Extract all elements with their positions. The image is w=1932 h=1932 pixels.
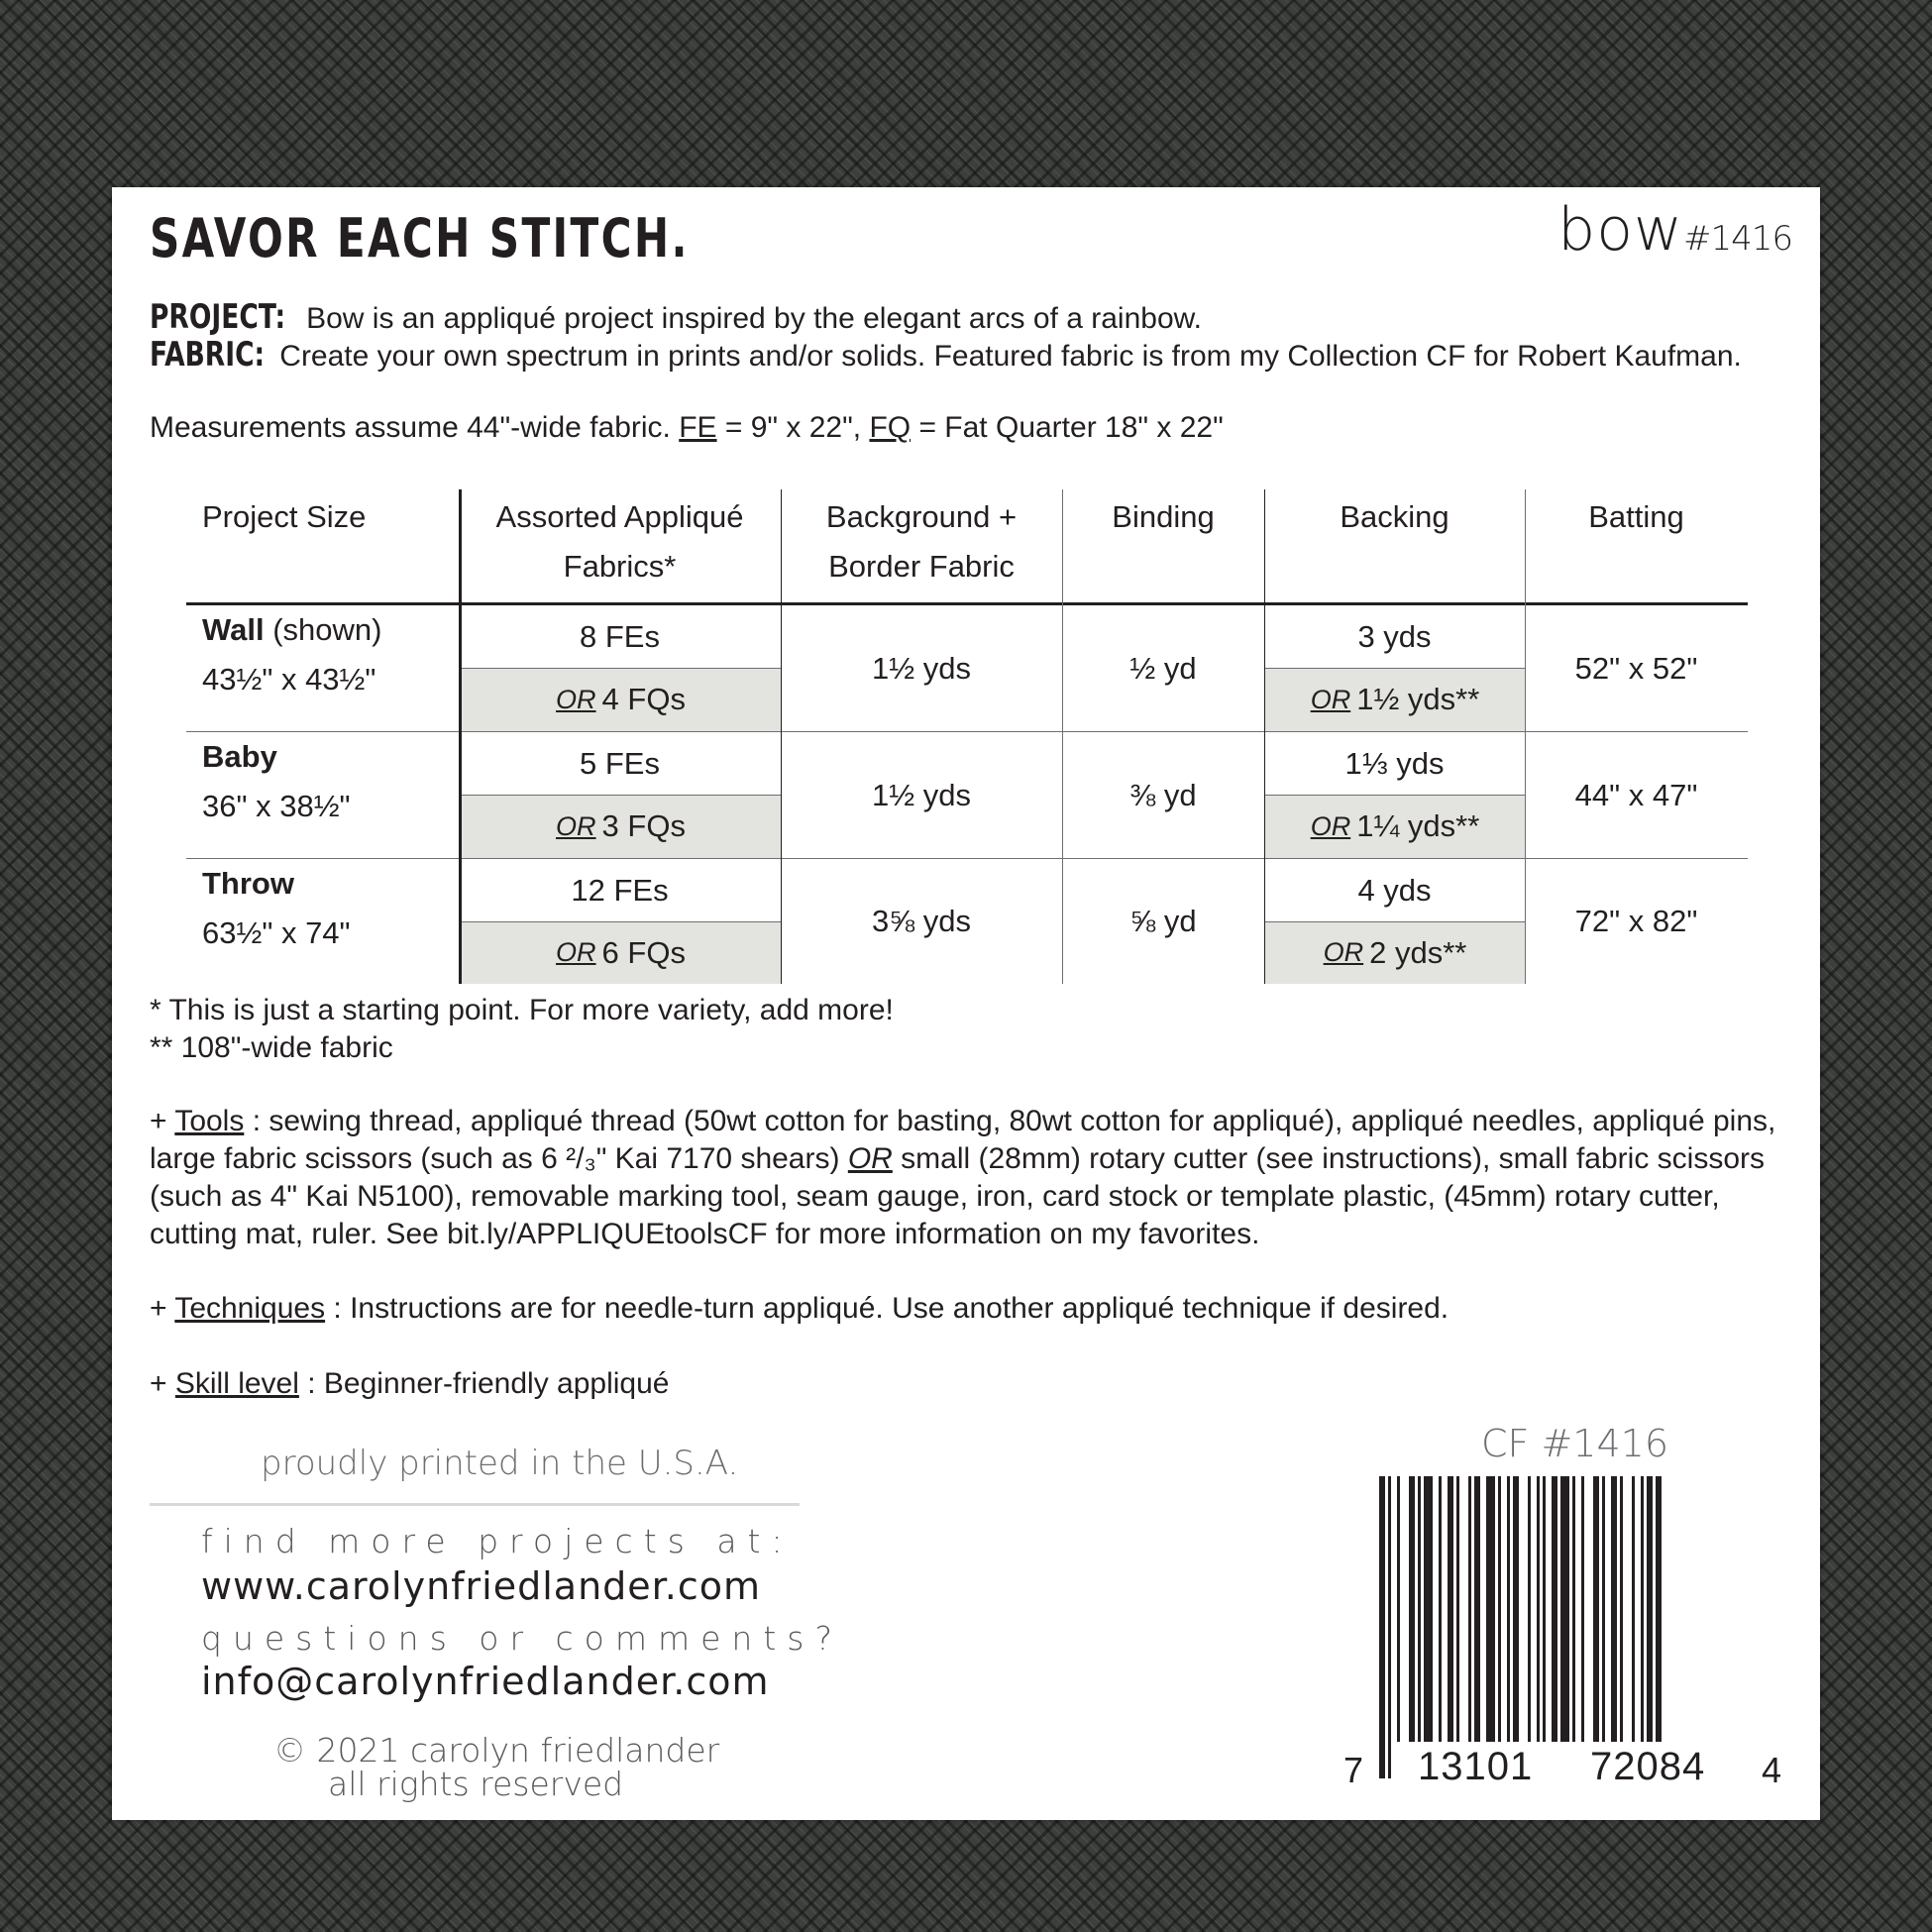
table-row-throw-fe: 12 FEs <box>571 872 669 908</box>
barcode-bar <box>1468 1476 1471 1742</box>
table-row-throw-size: Throw 63½" x 74" <box>202 866 351 950</box>
table-row-throw-backing: 4 yds <box>1357 872 1432 908</box>
find-more-label: find more projects at: <box>201 1522 794 1560</box>
barcode-bar <box>1528 1476 1531 1742</box>
barcode-bar <box>1388 1476 1391 1778</box>
footer-divider <box>150 1503 800 1506</box>
table-row-baby-binding: ⅜ yd <box>1129 777 1197 812</box>
barcode-bar <box>1409 1476 1415 1742</box>
table-row-baby-background: 1½ yds <box>872 777 971 812</box>
barcode-bar <box>1560 1476 1569 1742</box>
fabric-requirements-table <box>186 489 1748 980</box>
table-row-baby-batting: 44" x 47" <box>1574 777 1698 812</box>
barcode-bar <box>1498 1476 1501 1742</box>
barcode-bar <box>1397 1476 1400 1742</box>
barcode-bar <box>1439 1476 1442 1742</box>
barcode-bar <box>1513 1476 1519 1742</box>
brand-number: #1416 <box>1682 219 1792 259</box>
barcode-group-right: 72084 <box>1590 1745 1706 1788</box>
table-column-rule <box>1062 489 1063 984</box>
barcode-bar <box>1379 1476 1385 1778</box>
table-row-throw-binding: ⅝ yd <box>1129 904 1197 938</box>
table-row-baby-fq: OR 3 FQs <box>461 795 781 858</box>
fe-definition: = 9" x 22", <box>716 411 870 444</box>
table-row-throw-batting: 72" x 82" <box>1574 904 1698 938</box>
barcode-bar <box>1474 1476 1480 1742</box>
table-row-baby-backing: 1⅓ yds <box>1344 745 1445 781</box>
table-row-baby-size: Baby 36" x 38½" <box>202 739 351 823</box>
table-column-rule <box>1525 489 1526 984</box>
table-column-rule <box>459 489 462 984</box>
barcode-bar <box>1486 1476 1495 1742</box>
table-row-baby-fe: 5 FEs <box>580 745 660 781</box>
project-line <box>150 298 1742 336</box>
skill-paragraph: + Skill level : Beginner-friendly appliqué <box>150 1367 670 1400</box>
table-row-throw-backing-alt: OR 2 yds** <box>1265 921 1525 984</box>
fabric-text: Create your own spectrum in prints and/or solids. Featured fabric is from my Collection CF for Robert Kaufman. <box>279 340 1742 373</box>
header-background-fabric: Background + Border Fabric <box>825 499 1018 584</box>
fq-abbreviation: FQ <box>869 411 912 444</box>
barcode-bar <box>1632 1476 1635 1742</box>
table-divider <box>1264 795 1525 796</box>
header-binding: Binding <box>1112 499 1215 534</box>
table-row-wall-size: Wall (shown) 43½" x 43½" <box>202 612 382 697</box>
table-divider <box>186 858 1748 859</box>
fabric-line <box>150 336 1742 374</box>
table-row-wall-binding: ½ yd <box>1129 650 1197 686</box>
barcode-bar <box>1424 1476 1433 1742</box>
table-row-throw-background: 3⅝ yds <box>872 904 971 938</box>
copyright: © 2021 carolyn friedlander <box>273 1731 720 1770</box>
website-link[interactable]: www.carolynfriedlander.com <box>201 1564 762 1608</box>
table-column-rule <box>1264 489 1265 984</box>
intro <box>150 298 1742 374</box>
project-text: Bow is an appliqué project inspired by the elegant arcs of a rainbow. <box>306 302 1202 335</box>
table-row-wall-background: 1½ yds <box>872 650 971 686</box>
barcode-bar <box>1448 1476 1453 1742</box>
barcode-group-left: 13101 <box>1418 1745 1534 1788</box>
barcode-bar <box>1552 1476 1557 1742</box>
barcode-digit-first: 7 <box>1343 1750 1364 1790</box>
barcode-bar <box>1593 1476 1599 1742</box>
measurements-prefix: Measurements assume 44"-wide fabric. <box>150 411 680 444</box>
footnote-two: ** 108"-wide fabric <box>150 1031 393 1064</box>
pattern-back-cover <box>112 187 1820 1820</box>
barcode-bar <box>1656 1476 1662 1742</box>
barcode-bar <box>1647 1476 1653 1742</box>
barcode-bar <box>1418 1476 1421 1742</box>
barcode-bar <box>1641 1476 1644 1742</box>
header-project-size: Project Size <box>202 499 367 534</box>
table-row-wall-batting: 52" x 52" <box>1574 650 1698 686</box>
barcode-bars <box>1379 1476 1662 1778</box>
table-row-throw-fq: OR 6 FQs <box>461 921 781 984</box>
headline: SAVOR EACH STITCH. <box>150 207 690 269</box>
table-divider <box>1264 668 1525 669</box>
email-link[interactable]: info@carolynfriedlander.com <box>201 1660 770 1703</box>
barcode-bar <box>1602 1476 1605 1742</box>
header-applique-fabrics: Assorted Appliqué Fabrics* <box>495 499 744 584</box>
brand-name: bow <box>1557 195 1683 265</box>
barcode-digit-last: 4 <box>1762 1750 1782 1790</box>
footnotes <box>150 992 894 1067</box>
barcode <box>1373 1476 1750 1787</box>
table-divider <box>459 795 781 796</box>
barcode-bar <box>1620 1476 1623 1742</box>
table-column-rule <box>781 489 782 984</box>
table-row-wall-fe: 8 FEs <box>580 618 660 654</box>
barcode-bar <box>1581 1476 1584 1742</box>
table-row-wall-backing: 3 yds <box>1357 618 1432 654</box>
table-divider <box>459 668 781 669</box>
skill-label: Skill level <box>174 1367 299 1400</box>
brand-logo <box>1557 195 1792 265</box>
barcode-bar <box>1543 1476 1546 1742</box>
table-row-baby-backing-alt: OR 1¼ yds** <box>1265 795 1525 858</box>
fe-abbreviation: FE <box>679 411 717 444</box>
barcode-bar <box>1572 1476 1575 1742</box>
fabric-label: FABRIC: <box>150 335 266 375</box>
table-divider <box>1264 921 1525 922</box>
table-divider <box>459 921 781 922</box>
project-label: PROJECT: <box>150 297 286 337</box>
questions-label: questions or comments? <box>201 1619 843 1658</box>
measurements-note <box>150 411 1224 445</box>
barcode-bar <box>1507 1476 1510 1742</box>
techniques-paragraph: + Techniques : Instructions are for needle-turn appliqué. Use another appliqué technique if desired. <box>150 1292 1449 1325</box>
table-divider <box>186 731 1748 732</box>
barcode-bar <box>1537 1476 1540 1742</box>
table-row-wall-backing-alt: OR 1½ yds** <box>1265 668 1525 731</box>
printed-in-usa: proudly printed in the U.S.A. <box>261 1444 739 1483</box>
header-batting: Batting <box>1588 499 1684 534</box>
barcode-bar <box>1611 1476 1617 1742</box>
techniques-label: Techniques <box>174 1292 326 1325</box>
tools-label: Tools <box>174 1105 245 1137</box>
fq-definition: = Fat Quarter 18" x 22" <box>911 411 1224 444</box>
table-row-wall-fq: OR 4 FQs <box>461 668 781 731</box>
rights-reserved: all rights reserved <box>328 1765 624 1803</box>
table-header-rule <box>186 602 1748 605</box>
product-sku: CF #1416 <box>1481 1422 1669 1465</box>
tools-paragraph: + Tools : sewing thread, appliqué thread (50wt cotton for basting, 80wt cotton for appliqué), appliqué needles, appliqué pins, large fabric scissors (such as 6 ²/₃" Kai 7170 shears) OR small (28mm) rotary cutter (see instructions), small fabric scissors (such as 4" Kai N5100), removable marking tool, seam gauge, iron, card stock or template plastic, (45mm) rotary cutter, cutting mat, ruler. See bit.ly/APPLIQUEtoolsCF for more information on my favorites. <box>150 1105 1776 1250</box>
barcode-bar <box>1456 1476 1459 1742</box>
header-backing: Backing <box>1340 499 1449 534</box>
footnote-one: * This is just a starting point. For more variety, add more! <box>150 994 894 1026</box>
